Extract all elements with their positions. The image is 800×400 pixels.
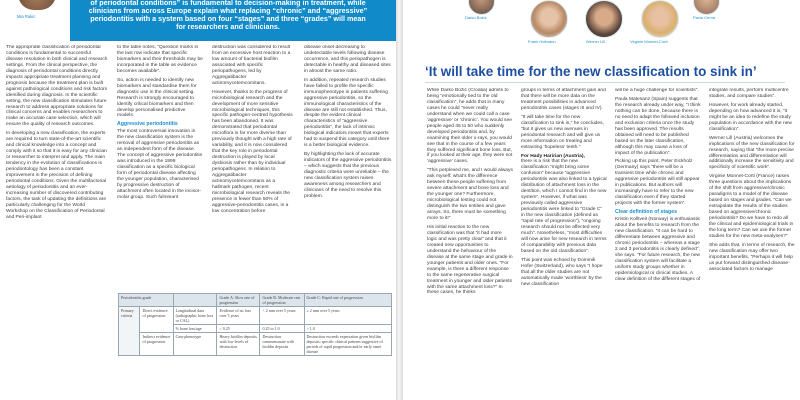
paragraph: will be a huge challenge for scientists”.	[615, 88, 699, 93]
right-column-2	[521, 88, 607, 400]
left-column-1	[6, 45, 108, 400]
portrait-photo	[530, 0, 568, 38]
paragraph: to the table notes, “Question marks in the last row indicate that specific biomarkers and their thresholds may be incorporated in the table as evidence becomes available”.	[117, 45, 203, 74]
table-cell: < 2 mm over 5 years	[260, 307, 304, 325]
left-column-3	[212, 45, 294, 290]
paragraph: there is a risk that the new classification “might bring some confusion” because “aggressive periodontitis was also linked to a typical distribution of attachment loss in the dentition, which I cannot find in the new system”. However, if what was previously called aggressive periodontitis were linked to “Grade C” in the new classification (defined as “rapid rate of progression”), “ongoing research should not be affected very much”. Nonetheless, “most difficulties will now arise for new research in terms of comparability with previous data based on the old classification”.	[521, 159, 607, 254]
table-cell: Direct evidence of progression	[140, 307, 173, 333]
paragraph: By highlighting the lack of accurate indicators of the aggressive periodontitis – which suggests that the previous diagnostic criteria were unreliable – the new classification system raises awareness among researchers and clinicians of the need to resolve this problem.	[304, 152, 392, 199]
table-header: Grade B: Moderate rate of progression	[260, 294, 304, 307]
table-cell: Primary criteria	[119, 307, 140, 356]
table-header-row	[119, 294, 392, 307]
paragraph: groups in terms of attachment gain and that there will be more data on the treatment possibilities in advanced periodontitis cases (stages III and IV).	[521, 88, 606, 111]
table-cell: ≥ 2 mm over 5 years	[304, 307, 391, 325]
paragraph: destruction was considered to result from an excessive host reaction to a low amount of bacterial biofilm associated with specific periopathogens, led by Aggregatibacter actinomycetemcomitans.	[212, 45, 291, 86]
table-cell: Indirect evidence of progression	[140, 333, 173, 356]
paragraph: Kristin Kolltveit (Norway) is enthusiastic about the benefits to research from the new classification. “It can be hard to differentiate between aggressive and chronic periodontitis – whereas a stage 2 and 3 periodontitis is clearly defined”, she says. “For future research, the new classification system will facilitate a uniform study groups whether in epidemiological or clinical studies. A clear definition of the different stages of	[615, 217, 701, 282]
paragraph: The most controversial innovation in the new classification system is the removal of aggressive periodontitis as an independent form of the disease. The concept of aggressive periodontitis was introduced in the 1999 classification as a specific biological form of periodontal disease affecting the younger population, characterised by progressive destruction of attachment often located in the incisor-molar group. Such fulminant	[117, 129, 203, 200]
right-column-1	[427, 88, 513, 400]
paragraph: Picking up this point, Peter Eickholz (Germany) says “there will be a transient time while chronic and aggressive periodontitis will still appear in publications. But authors will increasingly have to refer to the new classification even if they started projects with the former system”.	[615, 159, 700, 207]
table-cell: > 1.0	[304, 325, 391, 333]
table-cell: 0.25 to 1.0	[260, 325, 304, 333]
author-photo	[18, 0, 56, 10]
portrait-caption: Frank Hofmann	[528, 39, 556, 44]
paragraph: Paula Matesanz (Spain) suggests that the research already under way, “I think nothing can be done, because there is no need to adapt the followed inclusion and exclusion criteria once the study has been approved. The results obtained will need to be published based on the later classification, although this may cause a loss of impact of the publication”.	[615, 96, 701, 156]
paragraph: “This perplexed me, and I would always ask myself: what’s the difference between these people suffering from severe attachment and bone loss and the younger one? Furthermore, microbiological testing could not distinguish the two entities and gave arrays. So, there must be something more to it!”	[427, 168, 513, 222]
paragraph: “It will take time for the new classification to sink in,” he concludes, “but it gives us new avenues in periodontal research and will give us more information on treating and extracting ‘hopeless’ teeth.”	[521, 114, 604, 150]
portrait-photo	[693, 0, 720, 15]
paragraph: disease onset decreasing to undetectable levels following disease occurrence, and this periopathogen is detectable in healthy and diseased sites in almost the same ratio.	[304, 45, 391, 74]
left-page	[0, 0, 396, 400]
paragraph: So, action is needed to identify new biomarkers and standardise them for diagnostic use in the clinical setting. Research is strongly encouraged to identify critical biomarkers and then develop personalised predictive models.	[117, 77, 197, 119]
paragraph: In developing a new classification, the experts are required to turn state-of-the-art scientific and clinical knowledge into a concept and comply with it so that it is easy for any clinician or researcher to interpret and apply. The main tendency in the evolution of classifications is periodontology has been a constant improvement in the precision of defining periodontal conditions. Given the multifactorial aetiology of periodontitis and an ever-increasing number of discovered contributing factors, the task of updating the definitions are particularly challenging for the World Workshop on the Classification of Periodontal and Peri-implant	[6, 131, 107, 220]
table-header: Grade A: Slow rate of progression	[217, 294, 260, 307]
portrait-caption: Virginie Monnet-Corti	[630, 39, 668, 44]
grade-table	[118, 293, 392, 356]
table-header: Periodontitis grade	[119, 294, 174, 307]
speaker-highlight: For Hady Haririan (Austria),	[521, 153, 585, 159]
table-cell: Longitudinal data (radiographic bone loss or CAL)	[173, 307, 217, 325]
right-column-4	[709, 88, 795, 400]
paragraph: Werner Lill (Austria) welcomes the implications of the new classification for research, saying that “the more precise differentiation and differentiation will additionally increase the sensitivity and specificity of scientific work”.	[709, 135, 795, 171]
portrait-row	[403, 0, 800, 60]
table-cell: < 0.25	[217, 325, 260, 333]
paragraph: This point was echoed by Dominik Hofer (Switzerland), who says “I hope that all the older studies are not automatically made ‘worthless’ by the new classification	[521, 257, 603, 287]
portrait-caption: Werner Lill	[586, 39, 606, 44]
portrait-photo	[468, 0, 495, 15]
paragraph: While Darko Božić (Croatia) admits to being “emotionally tied to the old classification”, he adds that in many cases he could “never really understand when we could call a case ‘aggressive’ or ‘chronic’. You would see people aged 45 to 50 who suddenly developed periodontitis and, by examining their older x-rays, you would see that in the course of a few years they suffered significant bone loss. But, if you looked at their age, they were not ‘aggressive’ cases.	[427, 88, 513, 165]
paragraph: However, thanks to the progress of microbiological research and the development of more sensitive microbiological techniques, this specific pathogen-centred hypothesis has been abandoned. It was demonstrated that periodontal microflora is far more diverse than previously thought with a high rate of variability, and it is now considered that the key role in periodontal destruction is played by local dysbiosis rather than by individual periopathogens. In relation to Aggregatibacter actinomycetemcomitans as a hallmark pathogen, recent microbiological research reveals the presence in fewer than 50% of aggressive-periodontitis cases, in a low concentration before	[212, 89, 293, 214]
intro-banner-text: of periodontal conditions” is fundamental to decision-making in treatment, while clinicians from across Europe explain what replacing “chronic” and “aggressive” periodontitis with a system based on four “stages” and three “grades” will mean for researchers and clinicians.	[88, 0, 368, 31]
paragraph: However, for work already started, depending on how advanced it is, “it might be an idea to redefine the study population in accordance with the new classification”.	[709, 102, 792, 132]
title-rule	[425, 82, 785, 83]
paragraph: The appropriate classification of periodontal conditions is fundamental to successful disease resolution in both clinical and research settings. From the clinical perspective, the diagnosis of periodontal conditions directly impacts appropriate treatment planning and prognosis because the treatment plan is built against pathological conditions and risk factors identified during diagnosis. In the scientific setting, the new classification stimulates future research to address appropriate solutions for clinical concerns and enables researchers to make an accurate case selection, which will ensure the quality of research outcomes.	[6, 45, 108, 128]
table-cell: % bone loss/age	[173, 325, 217, 333]
table-row	[119, 307, 392, 325]
table-row	[119, 333, 392, 356]
table-header: Grade C: Rapid rate of progression	[304, 294, 391, 307]
portrait-caption: Pavla Cerná	[693, 15, 716, 20]
author-caption: Mia Rakic	[17, 14, 36, 19]
paragraph: She adds that, in terms of research, the new classification may offer two important benefits. “Perhaps it will help us put forward distinguished disease-associated factors to manage	[709, 242, 795, 272]
table-header	[173, 294, 217, 307]
section-heading: Clear definition of stages	[615, 209, 677, 216]
table-cell: Case phenotype	[173, 333, 217, 356]
left-column-2	[117, 45, 203, 290]
paragraph: In addition, repeated research studies have failed to profile the specific immunophenotype in patients suffering aggressive periodontitis, so the immunological characteristics of the disease are still not established. Thus, despite the evident clinical characteristics of “aggressive periodontitis”, the lack of intrinsic biological indicators meant that experts had to suspend this category until there is a better biological evidence.	[304, 77, 390, 149]
table-cell: Destruction commensurate with biofilm deposits	[260, 333, 304, 356]
section-heading: Aggressive periodontitis	[117, 121, 178, 128]
portrait-photo	[585, 0, 623, 38]
page-gutter	[396, 0, 403, 400]
paragraph: integrate results, perform multicentre studies, and compare studies”.	[709, 88, 789, 99]
portrait-caption: Darko Božić	[465, 15, 487, 20]
paragraph: His initial reaction to the new classification was that “it had more logic and was pretty clear” and that it created new opportunities to understand the behaviour of the disease at the same stage and grade in younger patients and older ones. “For example, is there a different response to the same regenerative surgical treatment in younger and older patients with the same attachment loss?” In these cases, he thinks	[427, 224, 513, 296]
table-cell: Heavy biofilm deposits with low levels of destruction	[217, 333, 260, 356]
portrait-photo	[641, 0, 679, 38]
table-cell: Evidence of no loss over 5 years	[217, 307, 260, 325]
left-column-4	[304, 45, 392, 290]
table-cell: Destruction exceeds expectation given biofilm deposits; specific clinical patterns suggestive of periods of rapid progression and/or early onset disease	[304, 333, 391, 356]
paragraph: Virginie Monnet-Corti (France) raises three questions about the implications of the shift from aggressive/chronic paradigms to a model of the disease based on stages and grades. “Can we extrapolate the results of the studies based on aggressive/chronic periodontitis? Do we have to redo all the clinical and epidemiological trials in the long term? Can we use the former studies for the new meta-analyses?”	[709, 174, 794, 239]
right-column-3	[615, 88, 701, 400]
article-title: ‘It will take time for the new classification to sink in’	[425, 64, 757, 79]
